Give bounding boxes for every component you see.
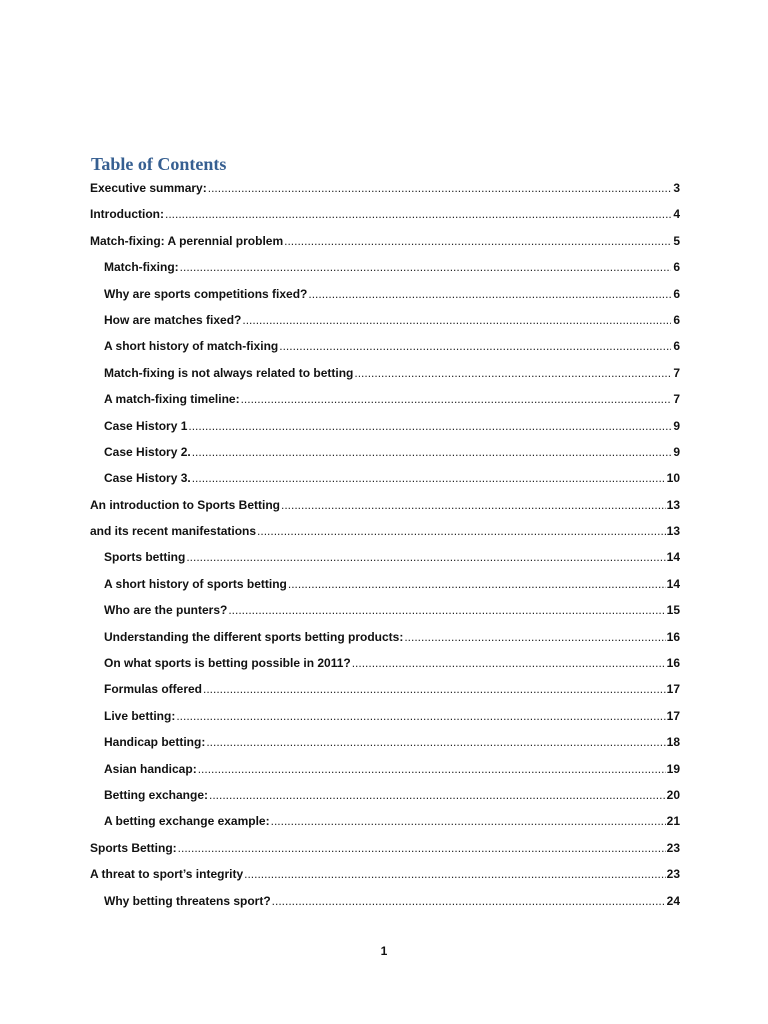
toc-entry-page: 19: [666, 761, 680, 776]
toc-entry-label: Handicap betting:: [104, 735, 206, 750]
toc-entry[interactable]: [90, 284, 680, 310]
toc-entry-label: Live betting:: [104, 708, 176, 723]
toc-entry-page: 10: [666, 471, 680, 486]
toc-entry-label: On what sports is betting possible in 2011?: [104, 656, 351, 671]
toc-entry-page: 15: [666, 603, 680, 618]
toc-dot-leader: [241, 389, 671, 409]
toc-dot-leader: [203, 679, 666, 699]
toc-entry-page: 7: [673, 392, 680, 407]
toc-dot-leader: [404, 627, 665, 647]
toc-entry-label: Betting exchange:: [104, 787, 209, 802]
toc-entry[interactable]: [90, 732, 680, 758]
toc-entry[interactable]: [90, 574, 680, 600]
toc-entry[interactable]: [90, 442, 680, 468]
toc-entry-page: 14: [666, 576, 680, 591]
toc-entry-page: 20: [666, 787, 680, 802]
toc-entry-page: 6: [673, 260, 680, 275]
toc-entry-page: 24: [666, 893, 680, 908]
toc-list: [90, 178, 680, 917]
toc-entry-label: Match-fixing is not always related to betting: [104, 365, 354, 380]
toc-entry-label: Asian handicap:: [104, 761, 197, 776]
toc-entry-label: A short history of match-fixing: [104, 339, 279, 354]
toc-dot-leader: [228, 600, 665, 620]
toc-dot-leader: [208, 178, 671, 198]
toc-entry[interactable]: [90, 257, 680, 283]
toc-entry[interactable]: [90, 310, 680, 336]
page-number: 1: [380, 944, 388, 958]
toc-entry-label: Executive summary:: [90, 181, 207, 195]
toc-entry[interactable]: [90, 838, 680, 864]
toc-entry[interactable]: [90, 336, 680, 362]
toc-dot-leader: [244, 864, 666, 884]
toc-entry-page: 9: [673, 418, 680, 433]
toc-entry-page: 6: [673, 286, 680, 301]
toc-entry-page: 13: [666, 497, 680, 512]
toc-dot-leader: [198, 759, 666, 779]
toc-entry-page: 16: [666, 656, 680, 671]
toc-entry-page: 18: [666, 735, 680, 750]
toc-dot-leader: [257, 521, 666, 541]
toc-dot-leader: [288, 574, 666, 594]
toc-dot-leader: [271, 811, 666, 831]
toc-entry-page: 9: [673, 444, 680, 459]
toc-dot-leader: [192, 442, 671, 462]
toc-entry-page: 3: [673, 181, 680, 195]
toc-entry-page: 6: [673, 339, 680, 354]
toc-entry[interactable]: [90, 363, 680, 389]
toc-entry-page: 21: [666, 814, 680, 829]
toc-dot-leader: [279, 336, 671, 356]
toc-entry-label: How are matches fixed?: [104, 312, 242, 327]
toc-dot-leader: [188, 416, 671, 436]
toc-entry-label: Case History 1: [104, 418, 188, 433]
toc-entry-label: A betting exchange example:: [104, 814, 270, 829]
toc-entry-page: 5: [673, 233, 680, 248]
toc-dot-leader: [206, 732, 665, 752]
toc-entry[interactable]: [90, 521, 680, 547]
toc-entry-label: Why betting threatens sport?: [104, 893, 271, 908]
toc-entry-label: Case History 3.: [104, 471, 191, 486]
toc-entry[interactable]: [90, 468, 680, 494]
toc-entry-page: 7: [673, 365, 680, 380]
toc-entry[interactable]: [90, 864, 680, 890]
toc-entry-label: and its recent manifestations: [90, 524, 257, 539]
toc-entry-page: 17: [666, 682, 680, 697]
toc-entry-label: A match-fixing timeline:: [104, 392, 240, 407]
toc-entry-page: 4: [673, 207, 680, 222]
toc-entry[interactable]: [90, 627, 680, 653]
toc-dot-leader: [242, 310, 671, 330]
toc-entry[interactable]: [90, 547, 680, 573]
toc-entry-page: 23: [666, 840, 680, 855]
toc-entry[interactable]: [90, 416, 680, 442]
toc-entry-page: 14: [666, 550, 680, 565]
toc-entry[interactable]: [90, 231, 680, 257]
toc-dot-leader: [308, 284, 671, 304]
toc-dot-leader: [186, 547, 665, 567]
toc-entry-page: 13: [666, 524, 680, 539]
toc-entry[interactable]: [90, 178, 680, 204]
toc-entry-page: 16: [666, 629, 680, 644]
toc-entry[interactable]: [90, 495, 680, 521]
toc-entry-label: Match-fixing:: [104, 260, 179, 275]
toc-dot-leader: [176, 706, 665, 726]
toc-entry-page: 23: [666, 867, 680, 882]
toc-dot-leader: [209, 785, 666, 805]
toc-entry-label: A short history of sports betting: [104, 576, 287, 591]
toc-dot-leader: [284, 231, 671, 251]
toc-entry-page: 6: [673, 312, 680, 327]
toc-dot-leader: [354, 363, 671, 383]
toc-entry[interactable]: [90, 653, 680, 679]
toc-dot-leader: [178, 838, 666, 858]
toc-entry-label: Understanding the different sports betting products:: [104, 629, 404, 644]
toc-entry[interactable]: [90, 811, 680, 837]
toc-dot-leader: [272, 891, 666, 911]
toc-dot-leader: [352, 653, 666, 673]
toc-entry[interactable]: [90, 679, 680, 705]
toc-entry-label: Why are sports competitions fixed?: [104, 286, 308, 301]
toc-dot-leader: [180, 257, 671, 277]
toc-entry[interactable]: [90, 759, 680, 785]
toc-entry[interactable]: [90, 600, 680, 626]
toc-dot-leader: [281, 495, 666, 515]
toc-entry-label: Sports betting: [104, 550, 186, 565]
toc-dot-leader: [165, 204, 671, 224]
toc-entry-page: 17: [666, 708, 680, 723]
toc-entry[interactable]: [90, 204, 680, 230]
toc-entry[interactable]: [90, 891, 680, 917]
toc-entry-label: An introduction to Sports Betting: [90, 497, 280, 512]
toc-dot-leader: [192, 468, 666, 488]
toc-entry-label: Match-fixing: A perennial problem: [90, 233, 284, 248]
toc-entry-label: Introduction:: [90, 207, 164, 222]
toc-entry[interactable]: [90, 389, 680, 415]
toc-entry[interactable]: [90, 706, 680, 732]
toc-entry-label: Sports Betting:: [90, 840, 177, 855]
toc-entry-label: A threat to sport’s integrity: [90, 867, 244, 882]
toc-entry-label: Case History 2.: [104, 444, 191, 459]
toc-entry[interactable]: [90, 785, 680, 811]
toc-entry-label: Formulas offered: [104, 682, 203, 697]
toc-title: Table of Contents: [91, 154, 227, 174]
toc-entry-label: Who are the punters?: [104, 603, 228, 618]
